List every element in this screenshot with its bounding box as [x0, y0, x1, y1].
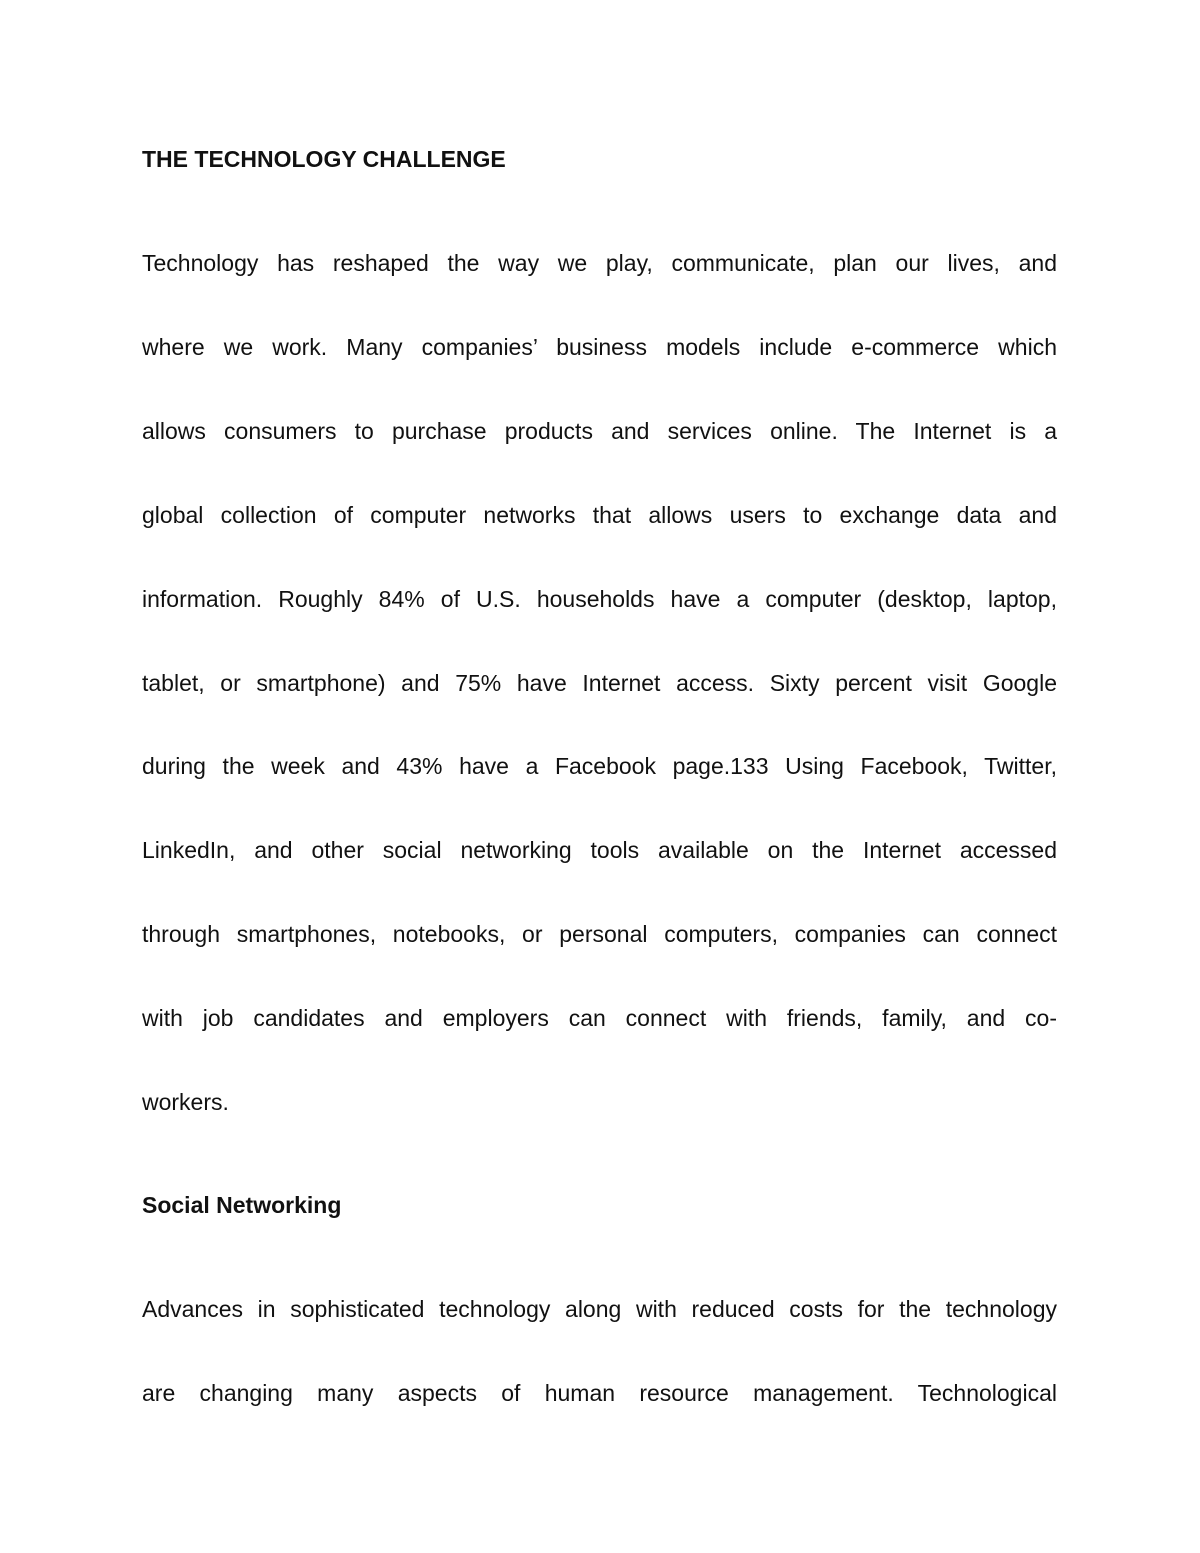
paragraph-line: information. Roughly 84% of U.S. households have a computer (desktop, laptop, — [142, 586, 1057, 612]
paragraph-line: Advances in sophisticated technology along with reduced costs for the technology — [142, 1296, 1057, 1322]
paragraph-line: where we work. Many companies’ business models include e-commerce which — [142, 334, 1057, 360]
paragraph-line: tablet, or smartphone) and 75% have Internet access. Sixty percent visit Google — [142, 670, 1057, 696]
paragraph-line: are changing many aspects of human resource management. Technological — [142, 1380, 1057, 1406]
paragraph-line: during the week and 43% have a Facebook page.133 Using Facebook, Twitter, — [142, 753, 1057, 779]
section-heading-technology-challenge: THE TECHNOLOGY CHALLENGE — [142, 146, 506, 172]
section-heading-social-networking: Social Networking — [142, 1192, 342, 1218]
paragraph-line: with job candidates and employers can connect with friends, family, and co- — [142, 1005, 1057, 1031]
paragraph-line: through smartphones, notebooks, or personal computers, companies can connect — [142, 921, 1057, 947]
paragraph-line: workers. — [142, 1089, 229, 1115]
paragraph-line: Technology has reshaped the way we play, communicate, plan our lives, and — [142, 250, 1057, 276]
paragraph-line: allows consumers to purchase products and services online. The Internet is a — [142, 418, 1057, 444]
paragraph-line: global collection of computer networks that allows users to exchange data and — [142, 502, 1057, 528]
paragraph-line: LinkedIn, and other social networking tools available on the Internet accessed — [142, 837, 1057, 863]
